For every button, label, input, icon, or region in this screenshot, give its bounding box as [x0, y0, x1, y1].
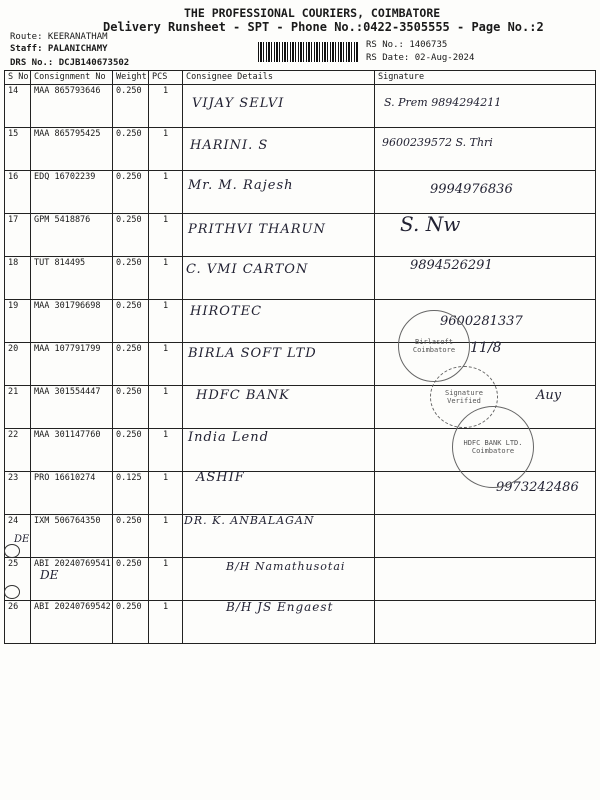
handwritten-consignee: HIROTEC — [190, 304, 263, 319]
row-sno: 18 — [5, 257, 31, 300]
row-consignment: ABI 20240769542 — [31, 601, 113, 644]
row-pcs: 1 — [149, 429, 183, 472]
signature-mark: S. Prem 9894294211 — [384, 96, 502, 109]
row-weight: 0.250 — [113, 128, 149, 171]
row-sno: 15 — [5, 128, 31, 171]
bank-stamp: HDFC BANK LTD. Coimbatore — [452, 406, 534, 488]
signature-mark: 9994976836 — [430, 182, 513, 197]
row-sno: 17 — [5, 214, 31, 257]
row-sno: 23 — [5, 472, 31, 515]
row-weight: 0.250 — [113, 386, 149, 429]
signature-mark: S. Nw — [400, 212, 461, 236]
row-weight: 0.250 — [113, 558, 149, 601]
staff-label: Staff: PALANICHAMY — [10, 44, 108, 54]
row-pcs: 1 — [149, 601, 183, 644]
row-consignment: ABI 20240769541 — [31, 558, 113, 601]
handwritten-consignee: Mr. M. Rajesh — [188, 178, 294, 193]
de-annotation: DE — [40, 568, 59, 582]
rs-number: RS No.: 1406735 — [366, 40, 448, 50]
row-weight: 0.250 — [113, 171, 149, 214]
row-signature-cell — [375, 601, 596, 644]
row-signature-cell — [375, 515, 596, 558]
row-sno: 21 — [5, 386, 31, 429]
col-consignee: Consignee Details — [183, 71, 375, 85]
col-pcs: PCS — [149, 71, 183, 85]
row-consignment: IXM 506764350 — [31, 515, 113, 558]
row-weight: 0.250 — [113, 429, 149, 472]
row-sno: 24 — [5, 515, 31, 558]
row-weight: 0.250 — [113, 343, 149, 386]
circle-mark — [4, 585, 20, 599]
col-weight: Weight — [113, 71, 149, 85]
row-pcs: 1 — [149, 472, 183, 515]
row-consignment: MAA 865795425 — [31, 128, 113, 171]
row-consignment: MAA 301796698 — [31, 300, 113, 343]
circle-mark — [4, 544, 20, 558]
row-consignment: PRO 16610274 — [31, 472, 113, 515]
row-sno: 14 — [5, 85, 31, 128]
verification-stamp: Signature Verified — [430, 366, 498, 428]
row-sno: 16 — [5, 171, 31, 214]
row-pcs: 1 — [149, 300, 183, 343]
row-sno: 25 — [5, 558, 31, 601]
row-weight: 0.250 — [113, 85, 149, 128]
row-consignment: TUT 814495 — [31, 257, 113, 300]
row-weight: 0.250 — [113, 257, 149, 300]
route-label: Route: KEERANATHAM — [10, 32, 108, 42]
row-weight: 0.250 — [113, 214, 149, 257]
signature-mark: 9600281337 — [440, 314, 523, 329]
handwritten-consignee: B/H Namathusotai — [226, 560, 346, 573]
row-consignment: MAA 865793646 — [31, 85, 113, 128]
handwritten-consignee: DR. K. ANBALAGAN — [184, 514, 315, 527]
row-weight: 0.125 — [113, 472, 149, 515]
row-weight: 0.250 — [113, 515, 149, 558]
signature-mark: 9600239572 S. Thri — [382, 136, 493, 149]
handwritten-consignee: HDFC BANK — [196, 388, 290, 403]
row-weight: 0.250 — [113, 300, 149, 343]
row-pcs: 1 — [149, 171, 183, 214]
row-consignment: GPM 5418876 — [31, 214, 113, 257]
row-pcs: 1 — [149, 558, 183, 601]
row-pcs: 1 — [149, 343, 183, 386]
row-pcs: 1 — [149, 515, 183, 558]
table-header-row — [5, 71, 596, 85]
table-row — [5, 128, 596, 171]
handwritten-consignee: VIJAY SELVI — [192, 96, 285, 111]
handwritten-consignee: B/H JS Engaest — [226, 600, 334, 614]
signature-mark: 11/8 — [470, 340, 502, 356]
handwritten-consignee: BIRLA SOFT LTD — [188, 346, 317, 361]
company-stamp: Birlasoft Coimbatore — [398, 310, 470, 382]
signature-mark: Auy — [536, 388, 562, 403]
row-consignment: MAA 107791799 — [31, 343, 113, 386]
rs-date: RS Date: 02-Aug-2024 — [366, 53, 475, 63]
col-signature: Signature — [375, 71, 596, 85]
table-row — [5, 85, 596, 128]
handwritten-consignee: PRITHVI THARUN — [188, 222, 326, 237]
company-name: THE PROFESSIONAL COURIERS, COIMBATORE — [184, 6, 441, 20]
row-consignment: EDQ 16702239 — [31, 171, 113, 214]
row-pcs: 1 — [149, 128, 183, 171]
row-sno: 20 — [5, 343, 31, 386]
row-signature-cell — [375, 558, 596, 601]
row-pcs: 1 — [149, 386, 183, 429]
de-annotation: DE — [14, 534, 30, 545]
handwritten-consignee: ASHIF — [196, 470, 245, 485]
row-consignment: MAA 301554447 — [31, 386, 113, 429]
row-pcs: 1 — [149, 214, 183, 257]
row-signature-cell — [375, 128, 596, 171]
row-pcs: 1 — [149, 257, 183, 300]
signature-mark: 9973242486 — [496, 480, 579, 495]
barcode — [258, 42, 358, 62]
row-sno: 19 — [5, 300, 31, 343]
row-sno: 26 — [5, 601, 31, 644]
runsheet-subtitle: Delivery Runsheet - SPT - Phone No.:0422-3505555 - Page No.:2 — [103, 20, 544, 34]
row-sno: 22 — [5, 429, 31, 472]
row-consignment: MAA 301147760 — [31, 429, 113, 472]
handwritten-consignee: HARINI. S — [190, 138, 269, 153]
handwritten-consignee: C. VMI CARTON — [186, 262, 309, 277]
row-pcs: 1 — [149, 85, 183, 128]
col-consignment: Consignment No — [31, 71, 113, 85]
col-sno: S No — [5, 71, 31, 85]
drs-label: DRS No.: DCJB140673502 — [10, 58, 130, 68]
handwritten-consignee: India Lend — [188, 430, 269, 445]
row-weight: 0.250 — [113, 601, 149, 644]
signature-mark: 9894526291 — [410, 258, 493, 273]
